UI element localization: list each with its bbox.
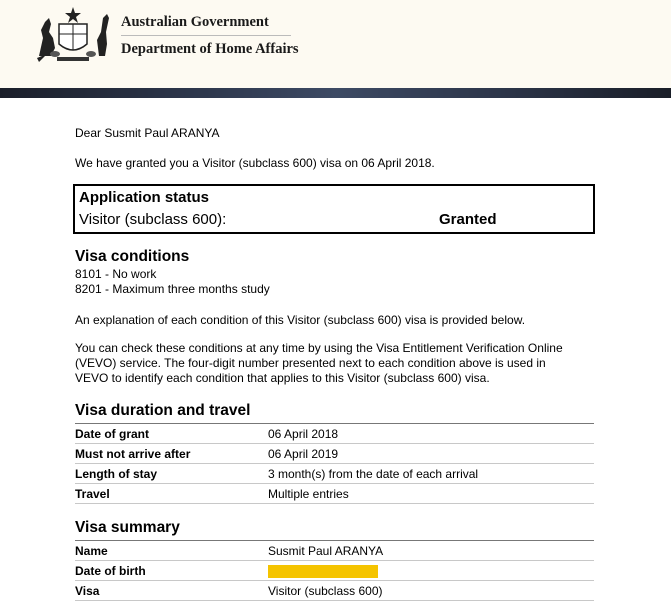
government-name: Australian Government xyxy=(121,14,269,30)
visa-duration-title: Visa duration and travel xyxy=(75,402,251,419)
coat-of-arms-icon xyxy=(33,4,113,64)
row-label: Must not arrive after xyxy=(75,444,268,464)
grant-sentence: We have granted you a Visitor (subclass 600) visa on 06 April 2018. xyxy=(75,156,435,170)
row-label: Length of stay xyxy=(75,464,268,484)
condition-item: 8201 - Maximum three months study xyxy=(75,282,270,296)
condition-item: 8101 - No work xyxy=(75,267,157,281)
table-row xyxy=(75,581,594,601)
row-value: Visitor (subclass 600) xyxy=(268,581,594,601)
row-value: 06 April 2019 xyxy=(268,444,594,464)
conditions-explanation: An explanation of each condition of this Visitor (subclass 600) visa is provided below. xyxy=(75,313,526,327)
application-status-label: Visitor (subclass 600): xyxy=(79,211,227,228)
row-label: Name xyxy=(75,541,268,561)
redaction-block xyxy=(268,565,378,578)
letterhead xyxy=(0,0,671,88)
table-row xyxy=(75,541,594,561)
vevo-text-line: You can check these conditions at any time by using the Visa Entitlement Verification Online xyxy=(75,341,563,355)
table-row xyxy=(75,464,594,484)
visa-summary-title: Visa summary xyxy=(75,519,180,536)
application-status-box xyxy=(73,184,595,234)
vevo-text-line: (VEVO) service. The four-digit number presented next to each condition above is used in xyxy=(75,356,546,370)
application-status-value: Granted xyxy=(439,211,497,228)
application-status-title: Application status xyxy=(79,189,210,206)
row-label: Date of grant xyxy=(75,424,268,444)
header-band xyxy=(0,88,671,98)
greeting: Dear Susmit Paul ARANYA xyxy=(75,126,220,140)
visa-summary-table xyxy=(75,541,594,601)
table-row xyxy=(75,444,594,464)
row-label: Travel xyxy=(75,484,268,504)
visa-duration-table xyxy=(75,424,594,504)
vevo-text-line: VEVO to identify each condition that applies to this Visitor (subclass 600) visa. xyxy=(75,371,490,385)
row-value: 3 month(s) from the date of each arrival xyxy=(268,464,594,484)
letterhead-divider xyxy=(121,35,291,36)
row-value: 06 April 2018 xyxy=(268,424,594,444)
row-value: Susmit Paul ARANYA xyxy=(268,541,594,561)
row-label: Date of birth xyxy=(75,561,268,581)
table-row xyxy=(75,561,594,581)
row-value: Multiple entries xyxy=(268,484,594,504)
table-row xyxy=(75,424,594,444)
row-label: Visa xyxy=(75,581,268,601)
visa-conditions-title: Visa conditions xyxy=(75,248,190,265)
department-name: Department of Home Affairs xyxy=(121,41,299,57)
table-row xyxy=(75,484,594,504)
